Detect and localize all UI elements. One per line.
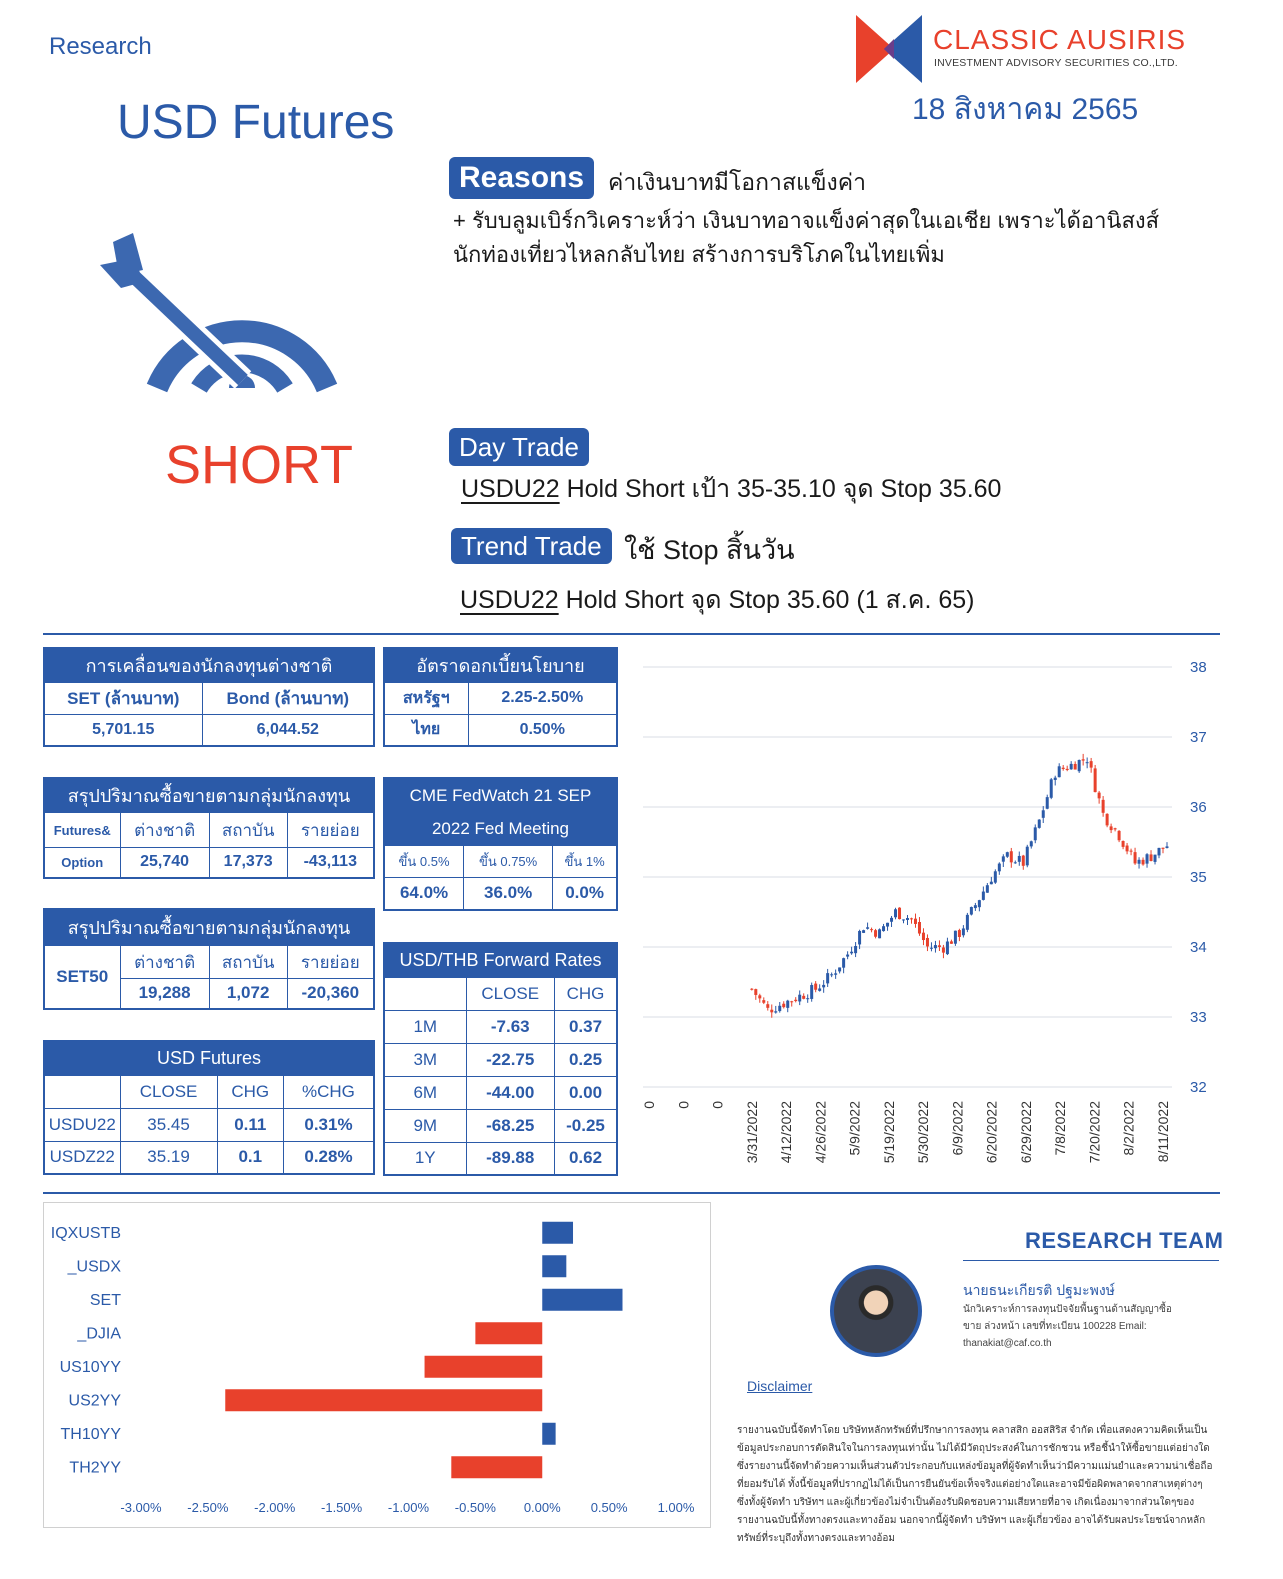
candle-body — [862, 930, 865, 933]
candle-body — [1082, 759, 1085, 760]
target-arrow-icon — [95, 230, 345, 395]
candle-body — [994, 871, 997, 882]
candle-body — [1102, 800, 1105, 813]
candle-body — [1150, 854, 1153, 861]
bar — [542, 1222, 573, 1244]
bar — [542, 1289, 622, 1311]
candle-body — [818, 988, 821, 990]
candle-body — [1094, 768, 1097, 792]
candle-body — [886, 923, 889, 927]
candle-body — [1050, 779, 1053, 797]
usd-futures-col: CHG — [217, 1075, 283, 1108]
candle-body — [766, 1004, 769, 1008]
usd-futures-table — [43, 1040, 375, 1175]
x-tick-label: 7/20/2022 — [1086, 1101, 1103, 1164]
candle-body — [898, 908, 901, 919]
forward-rates-chg: 0.25 — [554, 1043, 617, 1076]
candle-body — [986, 885, 989, 893]
candle-body — [1070, 764, 1073, 769]
bar — [542, 1255, 566, 1277]
candle-body — [786, 1001, 789, 1008]
candle-body — [1054, 778, 1057, 780]
x-tick-label: -2.50% — [187, 1500, 229, 1515]
futures-flow-row-label: Option — [44, 847, 120, 878]
bar-category-label: US10YY — [59, 1358, 121, 1376]
research-team-underline — [963, 1260, 1219, 1261]
candle-body — [978, 900, 981, 907]
candle-body — [1086, 762, 1089, 763]
forward-rates-table — [383, 942, 618, 1176]
divider-top — [43, 633, 1220, 635]
candle-body — [838, 967, 841, 971]
forward-rates-col: CLOSE — [466, 977, 554, 1010]
x-tick-label: 8/11/2022 — [1155, 1101, 1171, 1163]
fedwatch-col: ขึ้น 0.75% — [464, 845, 553, 877]
set50-flow-col: สถาบัน — [209, 946, 287, 979]
reasons-headline: ค่าเงินบาทมีโอกาสแข็งค่า — [608, 169, 867, 195]
candle-body — [990, 882, 993, 885]
usd-futures-title: USD Futures — [44, 1041, 374, 1075]
candle-body — [1014, 862, 1017, 863]
futures-flow-col: สถาบัน — [209, 813, 287, 848]
forward-rates-tenor: 6M — [384, 1076, 466, 1109]
candle-body — [906, 918, 909, 920]
candle-body — [918, 922, 921, 934]
candle-body — [826, 973, 829, 983]
candle-body — [1046, 797, 1049, 809]
usd-futures-col: %CHG — [283, 1075, 374, 1108]
candle-body — [1118, 831, 1121, 840]
forward-rates-corner — [384, 977, 466, 1010]
usd-futures-chg: 0.11 — [217, 1108, 283, 1141]
candle-body — [758, 995, 761, 998]
usd-futures-close: 35.45 — [120, 1108, 217, 1141]
candle-body — [938, 945, 941, 947]
x-tick-label: 4/26/2022 — [812, 1101, 829, 1164]
candle-body — [1074, 764, 1077, 770]
x-tick-label: 8/2/2022 — [1120, 1101, 1137, 1156]
candle-body — [858, 931, 861, 944]
set50-flow-col: ต่างชาติ — [120, 946, 209, 979]
candle-body — [922, 933, 925, 940]
forward-rates-chg: 0.00 — [554, 1076, 617, 1109]
candle-body — [1066, 769, 1069, 770]
candle-body — [790, 1001, 793, 1002]
y-tick-label: 34 — [1190, 939, 1207, 956]
candle-body — [870, 929, 873, 930]
usd-candlestick-chart — [635, 645, 1220, 1185]
y-tick-label: 36 — [1190, 799, 1207, 816]
candle-body — [890, 918, 893, 922]
candle-body — [1030, 841, 1033, 846]
candle-body — [954, 931, 957, 944]
candle-body — [1126, 846, 1129, 852]
bar — [542, 1423, 555, 1445]
candle-body — [998, 864, 1001, 872]
policy-rate-value: 0.50% — [468, 714, 617, 746]
candle-body — [914, 919, 917, 924]
section-label: Research — [49, 33, 152, 60]
x-tick-label: 7/8/2022 — [1052, 1101, 1069, 1156]
candle-body — [810, 985, 813, 999]
candle-body — [822, 985, 825, 987]
trend-trade-badge: Trend Trade — [451, 528, 612, 564]
candle-body — [778, 1006, 781, 1011]
signal-label: SHORT — [165, 435, 354, 495]
trend-trade-text: Hold Short จุด Stop 35.60 (1 ส.ค. 65) — [558, 586, 975, 614]
candle-body — [770, 1010, 773, 1013]
foreign-flow-bond-value: 6,044.52 — [202, 714, 374, 746]
set50-flow-value: 1,072 — [209, 978, 287, 1009]
forward-rates-col: CHG — [554, 977, 617, 1010]
analyst-name: นายธนะเกียรติ ปฐมะพงษ์ — [963, 1282, 1115, 1298]
candle-body — [850, 952, 853, 954]
analyst-avatar — [830, 1265, 922, 1357]
futures-flow-table — [43, 777, 375, 879]
y-tick-label: 37 — [1190, 729, 1207, 746]
usd-futures-chg: 0.1 — [217, 1141, 283, 1174]
candle-body — [958, 930, 961, 937]
set50-flow-table — [43, 908, 375, 1010]
candle-body — [1122, 841, 1125, 847]
candle-body — [1010, 851, 1013, 862]
x-tick-label: 6/20/2022 — [983, 1101, 1000, 1164]
candle-body — [974, 905, 977, 908]
forward-rates-tenor: 9M — [384, 1109, 466, 1142]
forward-rates-tenor: 1Y — [384, 1142, 466, 1175]
brand-logo-icon — [856, 15, 926, 83]
x-tick-label: -3.00% — [120, 1500, 162, 1515]
policy-rate-country: ไทย — [384, 714, 468, 746]
research-team-title: RESEARCH TEAM — [1025, 1228, 1224, 1253]
trend-trade-note: ใช้ Stop สิ้นวัน — [624, 535, 795, 565]
bar-category-label: IQXUSTB — [50, 1224, 121, 1242]
candle-body — [934, 945, 937, 948]
candle-body — [882, 926, 885, 931]
candle-body — [1006, 852, 1009, 857]
foreign-flow-col-bond: Bond (ล้านบาท) — [202, 682, 374, 714]
usd-futures-corner — [44, 1075, 120, 1108]
candle-body — [1002, 856, 1005, 861]
candle-body — [842, 958, 845, 968]
y-tick-label: 33 — [1190, 1009, 1207, 1026]
bar-category-label: US2YY — [68, 1392, 121, 1410]
forward-rates-close: -68.25 — [466, 1109, 554, 1142]
x-tick-label: -0.50% — [454, 1500, 496, 1515]
candle-body — [902, 919, 905, 920]
candle-body — [878, 929, 881, 938]
y-tick-label: 32 — [1190, 1079, 1207, 1096]
futures-flow-value: -43,113 — [287, 847, 374, 878]
analyst-description: นักวิเคราะห์การลงทุนปัจจัยพื้นฐานด้านสัญญาซื้อขาย ล่วงหน้า เลขที่ทะเบียน 100228 Email: thanakiat@caf.co.th — [963, 1304, 1172, 1349]
bar — [475, 1322, 542, 1344]
trend-trade-symbol: USDU22 — [460, 586, 559, 614]
disclaimer-text: รายงานฉบับนี้จัดทำโดย บริษัทหลักทรัพย์ที่ปรึกษาการลงทุน คลาสสิก ออสสิริส จำกัด เพื่อแสดงความคิดเห็นเป็นข้อมูลประกอบการตัดสินใจในการลงทุนเท่านั้น ไม่ได้มีวัตถุประสงค์ในการชักชวน หรือชี้นำให้ซื้อขายแต่อย่างใด ซึ่งรายงานนี้จัดทำด้วยความเห็นส่วนตัวประกอบกับแหล่งข้อมูลที่ผู้จัดทำเห็นว่ามีความแม่นยำและความน่าเชื่อถือที่ยอมรับได้ ทั้งนี้ข้อมูลที่ปรากฏไม่ได้เป็นการยืนยันข้อเท็จจริงแต่อย่างใดและอาจมีข้อผิดพลาดจากสาเหตุต่างๆ ซึ่งทั้งผู้จัดทำ บริษัทฯ และผู้เกี่ยวข้องไม่จำเป็นต้องรับผิดชอบความเสียหายที่อาจ เกิดเนื่องมาจากส่วนใดๆของรายงานฉบับนี้ทั้งทางตรงและทางอ้อม นอกจากนี้ผู้จัดทำ บริษัทฯ และผู้เกี่ยวข้อง อาจได้รับผลประโยชน์จากหลักทรัพย์ที่ระบุถึงทั้งทางตรงและทางอ้อม — [737, 1425, 1213, 1544]
forward-rates-chg: -0.25 — [554, 1109, 617, 1142]
y-tick-label: 35 — [1190, 869, 1207, 886]
x-tick-label: 0 — [709, 1101, 726, 1109]
reasons-body: + รับบลูมเบิร์กวิเคราะห์ว่า เงินบาทอาจแข็งค่าสุดในเอเชีย เพราะได้อานิสงส์ นักท่องเที่ยวไหลกลับไทย สร้างการบริโภคในไทยเพิ่ม — [453, 208, 1160, 267]
fedwatch-title: CME FedWatch 21 SEP — [384, 778, 617, 813]
candle-body — [950, 941, 953, 943]
disclaimer-link[interactable]: Disclaimer — [747, 1378, 813, 1394]
reasons-badge: Reasons — [449, 157, 594, 199]
candle-body — [962, 928, 965, 935]
fedwatch-value: 36.0% — [464, 877, 553, 910]
candle-body — [1038, 820, 1041, 828]
candle-body — [754, 989, 757, 995]
candle-body — [1034, 827, 1037, 840]
candle-body — [942, 948, 945, 953]
x-tick-label: 0 — [641, 1101, 657, 1109]
foreign-flow-table — [43, 647, 375, 747]
futures-flow-col: รายย่อย — [287, 813, 374, 848]
x-tick-label: 5/9/2022 — [846, 1101, 863, 1156]
candle-body — [802, 996, 805, 999]
candle-body — [982, 892, 985, 900]
bar-category-label: TH10YY — [60, 1425, 121, 1443]
usd-futures-symbol: USDZ22 — [44, 1141, 120, 1174]
candle-body — [1058, 766, 1061, 777]
futures-flow-value: 17,373 — [209, 847, 287, 878]
report-date: 18 สิงหาคม 2565 — [912, 93, 1139, 126]
policy-rate-title: อัตราดอกเบี้ยนโยบาย — [384, 648, 617, 682]
futures-flow-title: สรุปปริมาณซื้อขายตามกลุ่มนักลงทุน — [44, 778, 374, 813]
candle-body — [910, 918, 913, 919]
candle-body — [930, 948, 933, 949]
candle-body — [854, 946, 857, 953]
fedwatch-value: 64.0% — [384, 877, 464, 910]
candle-body — [926, 938, 929, 946]
set50-flow-col: รายย่อย — [287, 946, 374, 979]
x-tick-label: 0.00% — [523, 1500, 561, 1515]
candle-body — [1090, 761, 1093, 767]
candle-body — [1062, 768, 1065, 769]
trend-trade-instruction — [460, 580, 975, 620]
candle-body — [1162, 848, 1165, 849]
bar — [225, 1389, 542, 1411]
fedwatch-value: 0.0% — [553, 877, 617, 910]
brand-name: CLASSIC AUSIRIS — [933, 24, 1187, 55]
set50-flow-value: 19,288 — [120, 978, 209, 1009]
x-tick-label: 0 — [675, 1101, 692, 1109]
bar-chart-frame — [44, 1203, 711, 1528]
forward-rates-chg: 0.37 — [554, 1010, 617, 1043]
x-tick-label: -2.00% — [254, 1500, 296, 1515]
forward-rates-tenor: 3M — [384, 1043, 466, 1076]
x-tick-label: 1.00% — [657, 1500, 695, 1515]
bar-category-label: SET — [89, 1291, 121, 1309]
candle-body — [946, 941, 949, 954]
candle-body — [866, 927, 869, 929]
fedwatch-table — [383, 777, 618, 911]
foreign-flow-set-value: 5,701.15 — [44, 714, 202, 746]
candle-body — [1154, 855, 1157, 862]
candle-body — [1022, 856, 1025, 866]
x-tick-label: 4/12/2022 — [778, 1101, 795, 1164]
bar-category-label: TH2YY — [69, 1459, 121, 1477]
forward-rates-title: USD/THB Forward Rates — [384, 943, 617, 977]
page-title: USD Futures — [117, 96, 395, 149]
candle-body — [1158, 848, 1161, 856]
foreign-flow-col-set: SET (ล้านบาท) — [44, 682, 202, 714]
candle-body — [798, 995, 801, 1002]
candle-body — [874, 930, 877, 937]
futures-flow-value: 25,740 — [120, 847, 209, 878]
usd-futures-col: CLOSE — [120, 1075, 217, 1108]
usd-futures-pct: 0.31% — [283, 1108, 374, 1141]
fedwatch-col: ขึ้น 1% — [553, 845, 617, 877]
day-trade-instruction — [461, 469, 1001, 509]
set50-flow-value: -20,360 — [287, 978, 374, 1009]
candle-body — [794, 1000, 797, 1001]
x-tick-label: -1.50% — [321, 1500, 363, 1515]
candle-body — [834, 973, 837, 974]
forward-rates-tenor: 1M — [384, 1010, 466, 1043]
usd-futures-close: 35.19 — [120, 1141, 217, 1174]
candle-body — [774, 1011, 777, 1012]
policy-rate-country: สหรัฐฯ — [384, 682, 468, 714]
candle-body — [1146, 854, 1149, 863]
bar-category-label: _USDX — [67, 1258, 121, 1276]
divider-bottom — [43, 1192, 1220, 1194]
usd-futures-pct: 0.28% — [283, 1141, 374, 1174]
day-trade-symbol: USDU22 — [461, 475, 560, 503]
candle-body — [1110, 826, 1113, 830]
forward-rates-chg: 0.62 — [554, 1142, 617, 1175]
policy-rate-table — [383, 647, 618, 747]
candle-body — [830, 974, 833, 975]
candle-body — [814, 984, 817, 990]
candle-body — [1166, 846, 1169, 848]
brand-subtitle: INVESTMENT ADVISORY SECURITIES CO.,LTD. — [934, 57, 1178, 69]
candle-body — [1106, 814, 1109, 826]
y-tick-label: 38 — [1190, 659, 1207, 676]
candle-body — [806, 998, 809, 999]
fedwatch-col: ขึ้น 0.5% — [384, 845, 464, 877]
x-tick-label: 6/29/2022 — [1017, 1101, 1034, 1164]
day-trade-badge: Day Trade — [449, 428, 589, 466]
candle-body — [1130, 851, 1133, 852]
x-tick-label: 0.50% — [590, 1500, 628, 1515]
candle-body — [966, 915, 969, 930]
candle-body — [1018, 856, 1021, 862]
candle-body — [1138, 860, 1141, 864]
candle-body — [1078, 760, 1081, 771]
x-tick-label: 5/19/2022 — [880, 1101, 897, 1164]
market-change-bar-chart — [43, 1202, 711, 1528]
candle-body — [970, 907, 973, 915]
bar — [451, 1456, 542, 1478]
candle-body — [782, 1004, 785, 1007]
candle-body — [1026, 847, 1029, 866]
futures-flow-row-label: Futures& — [44, 813, 120, 848]
policy-rate-value: 2.25-2.50% — [468, 682, 617, 714]
x-tick-label: 3/31/2022 — [743, 1101, 760, 1164]
candle-body — [1042, 810, 1045, 818]
candle-body — [1098, 793, 1101, 799]
set50-flow-title: สรุปปริมาณซื้อขายตามกลุ่มนักลงทุน — [44, 909, 374, 946]
day-trade-text: Hold Short เป้า 35-35.10 จุด Stop 35.60 — [559, 475, 1002, 503]
bar — [425, 1356, 543, 1378]
candle-body — [846, 955, 849, 957]
x-tick-label: -1.00% — [387, 1500, 430, 1515]
futures-flow-col: ต่างชาติ — [120, 813, 209, 848]
fedwatch-subtitle: 2022 Fed Meeting — [384, 813, 617, 845]
candle-body — [1114, 828, 1117, 829]
set50-flow-row-label: SET50 — [44, 946, 120, 1009]
bar-category-label: _DJIA — [77, 1325, 121, 1343]
forward-rates-close: -22.75 — [466, 1043, 554, 1076]
usd-futures-symbol: USDU22 — [44, 1108, 120, 1141]
candle-body — [1142, 860, 1145, 865]
x-tick-label: 5/30/2022 — [915, 1101, 932, 1164]
foreign-flow-title: การเคลื่อนของนักลงทุนต่างชาติ — [44, 648, 374, 682]
candle-body — [762, 1000, 765, 1003]
forward-rates-close: -7.63 — [466, 1010, 554, 1043]
candle-body — [1134, 852, 1137, 863]
forward-rates-close: -89.88 — [466, 1142, 554, 1175]
forward-rates-close: -44.00 — [466, 1076, 554, 1109]
x-tick-label: 6/9/2022 — [949, 1101, 966, 1156]
candle-body — [894, 909, 897, 917]
candle-body — [750, 989, 753, 990]
